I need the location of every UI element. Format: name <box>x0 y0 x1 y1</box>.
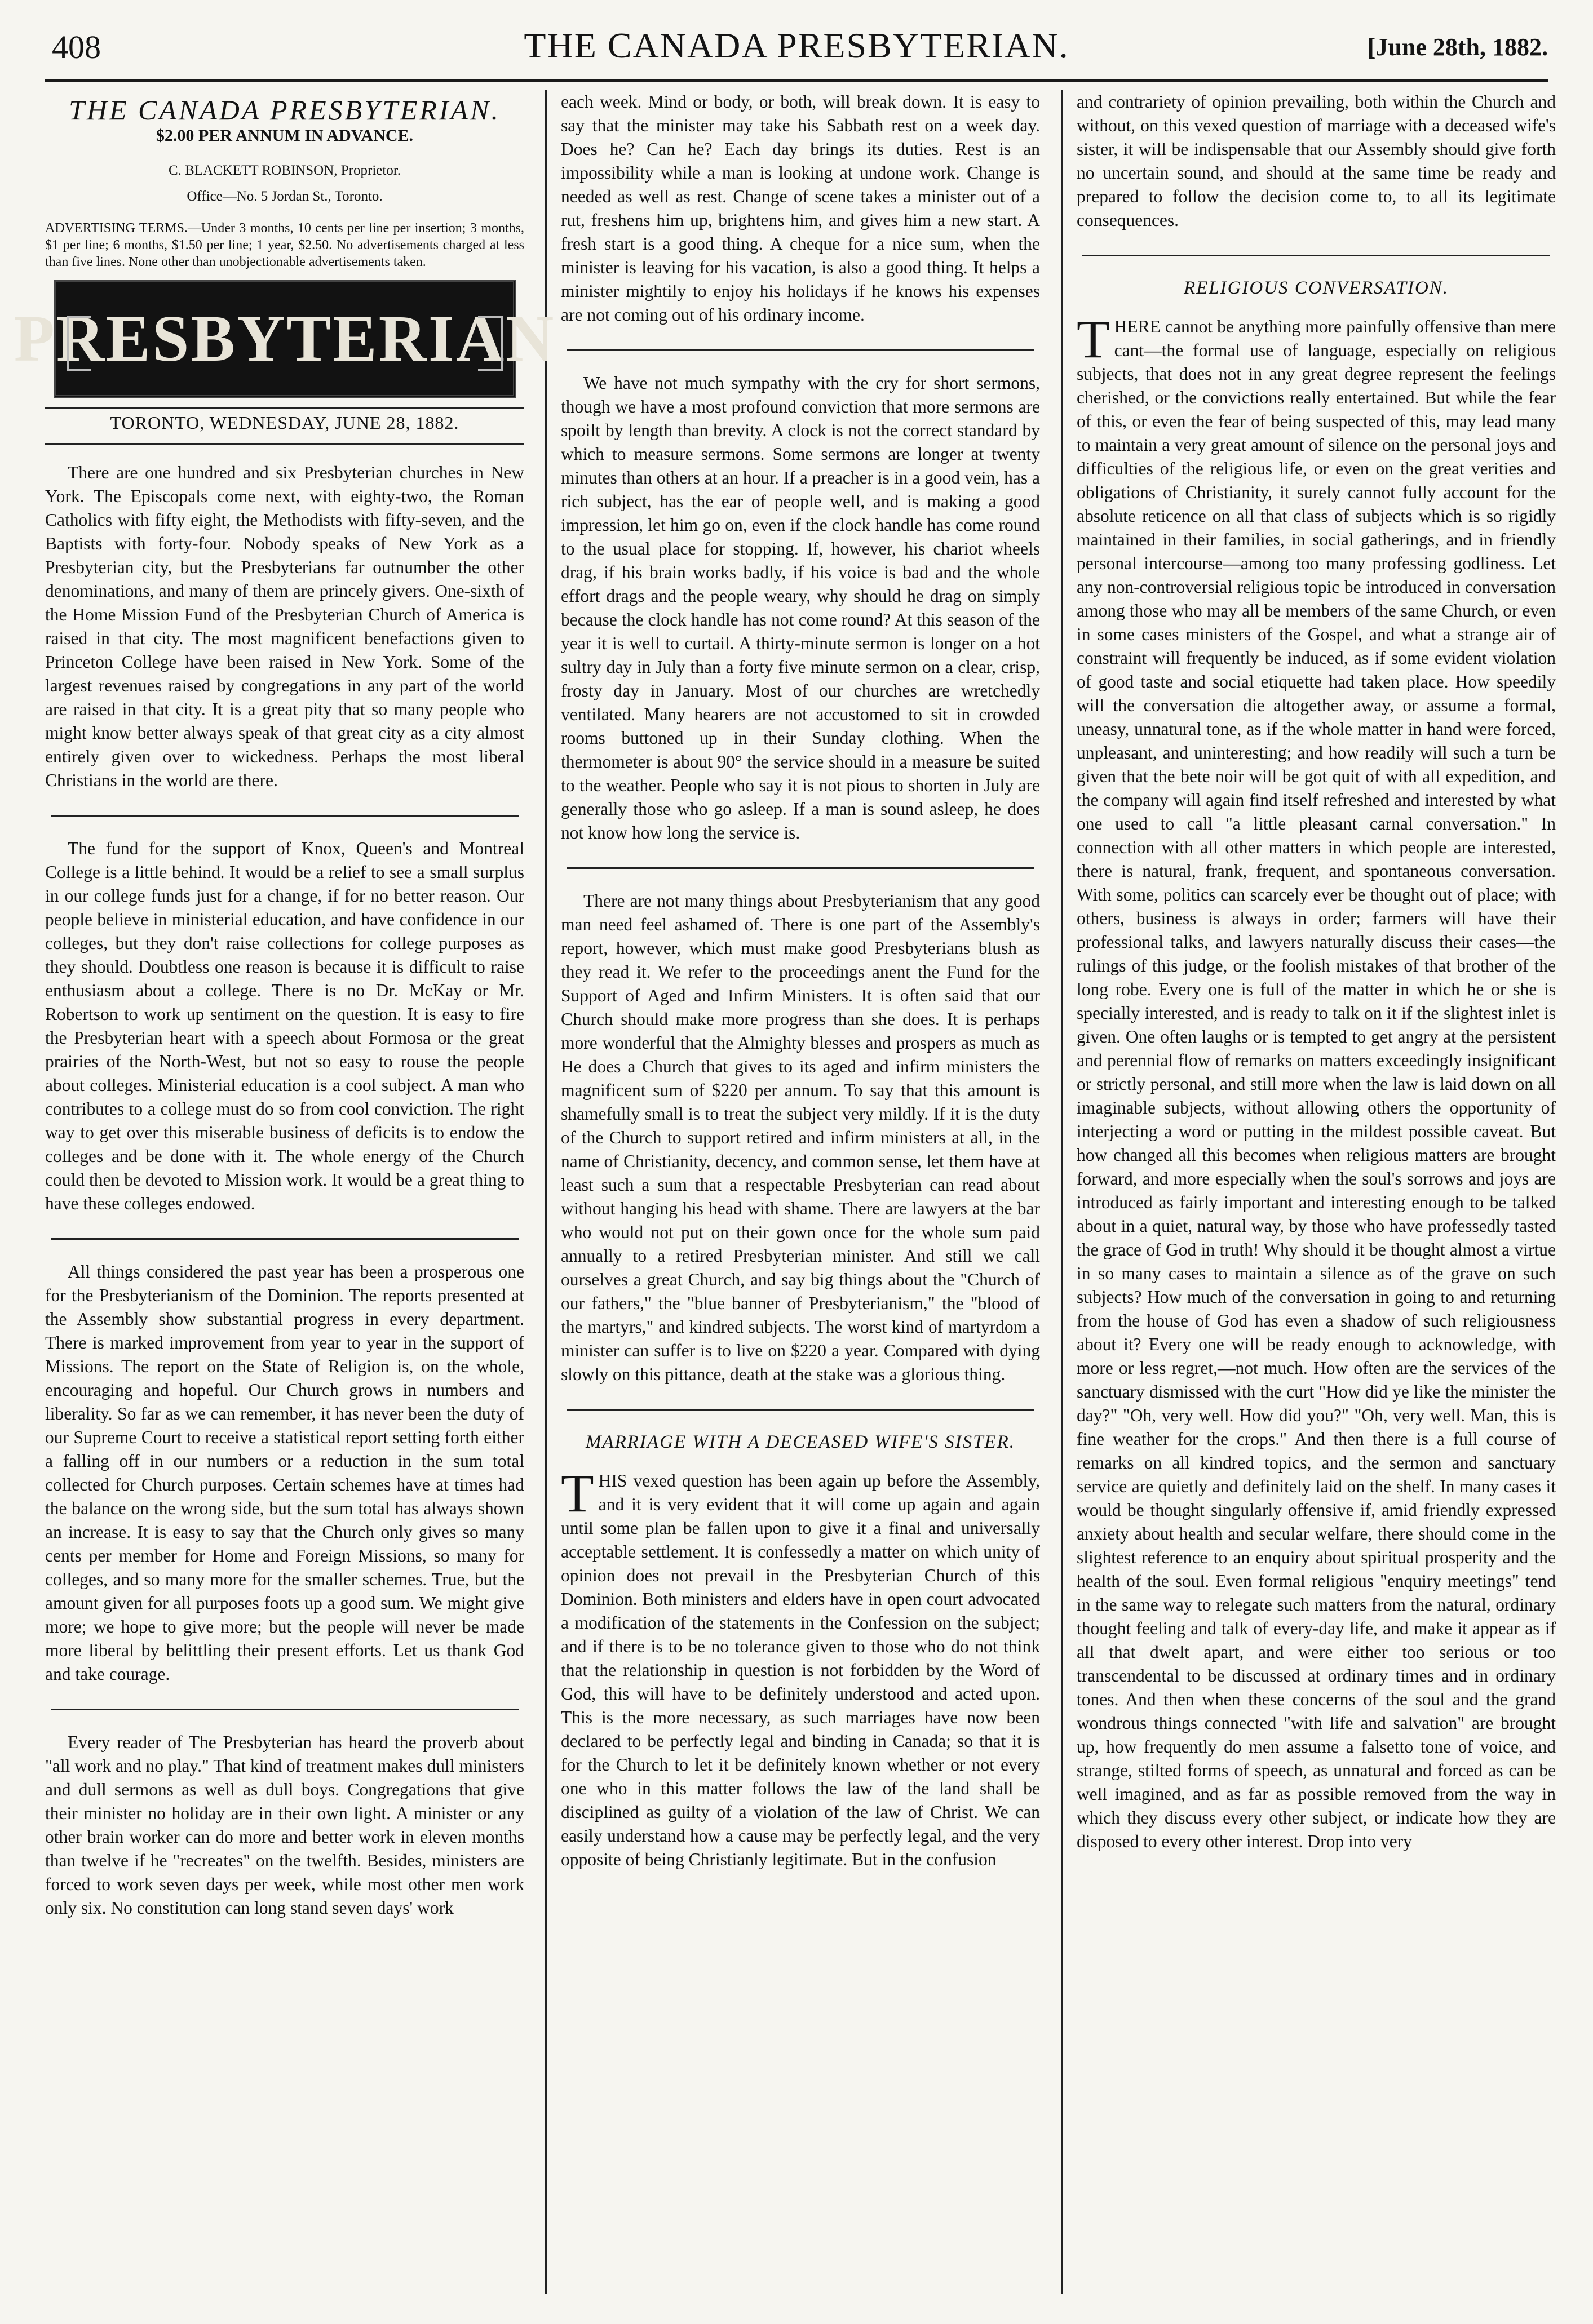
article-paragraph <box>1077 309 1556 1853</box>
dateline-rule <box>45 407 524 409</box>
masthead-proprietor: C. BLACKETT ROBINSON, Proprietor. <box>168 163 401 178</box>
article-paragraph: Every reader of The Presbyterian has heard the proverb about "all work and no play." That kind of treatment makes dull ministers and dull sermons as well as dull boys. Congregations that give their minister no holiday are in their own light. A minister or any other brain worker can do more and better work in eleven months than twelve if he "recreates" on the twelfth. Besides, ministers are forced to work seven days per week, while most other men work only six. No constitution can long stand seven days' work <box>45 1732 524 1918</box>
article-paragraph: There are one hundred and six Presbyterian churches in New York. The Episcopals come next, with eighty-two, the Roman Catholics with fifty eight, the Methodists with fifty-seven, and the Baptists with forty-four. Nobody speaks of New York as a Presbyterian city, but the Presbyterians far outnumber the other denominations, and many of them are princely givers. One-sixth of the Home Mission Fund of the Presbyterian Church of America is raised in that city. The most magnificent benefactions given to Princeton College have been raised in New York. Some of the largest revenues raised by congregations in any part of the world are raised in that city. It is a great pity that so many people who might know better always speak of that great city as a city almost entirely given over to wickedness. Perhaps the most liberal Christians in the world are there. <box>45 463 524 790</box>
header-rule <box>45 79 1548 82</box>
article-paragraph: The fund for the support of Knox, Queen's and Montreal College is a little behind. It would be a relief to see a small surplus in our college funds just for a change, if for no better reason. Our people believe in ministerial education, and have confidence in our colleges, but they don't raise collections for college purposes as they should. Doubtless one reason is because it is difficult to raise enthusiasm about a college. There is no Dr. McKay or Mr. Robertson to work up sentiment on the question. It is easy to fire the Presbyterian heart with a speech about Formosa or the great prairies of the North-West, but not so easy to rouse the people about colleges. Ministerial education is a cool subject. A man who contributes to a college must do so from cool conviction. The right way to get over this miserable business of deficits is to endow the colleges and be done with it. The whole energy of the Church could then be devoted to Mission work. It would be a great thing to have these colleges endowed. <box>45 839 524 1213</box>
article-paragraph: We have not much sympathy with the cry for short sermons, though we have a most profound conviction that more sermons are spoilt by length than brevity. A clock is not the correct standard by which to measure sermons. Some sermons are longer at twenty minutes than others at an hour. If a preacher is in a good vein, has a rich subject, has the ear of people well, and is making a good impression, let him go on, even if the clock handle has come round to the usual place for stopping. If, however, his chariot wheels drag, if his brain works badly, if his voice is bad and the whole effort drags and the people weary, why should he drag on simply because the clock handle has not come round? At this season of the year it is well to curtail. A thirty-minute sermon is longer on a hot sultry day in July than a forty five minute sermon on a clear, crisp, frosty day in January. Most of our churches are wretchedly ventilated. Many hearers are not accustomed to sit in crowded rooms buttoned up in their Sunday clothing. When the thermometer is about 90° the service should in a measure be suited to the weather. People who say it is not pious to shorten in July are generally those who go asleep. If a man is sound asleep, he does not know how long the service is. <box>561 373 1040 842</box>
section-separator <box>51 1238 519 1240</box>
article-paragraph: All things considered the past year has been a prosperous one for the Presbyterianism of the Dominion. The reports presented at the Assembly show substantial progress in every department. There is marked improvement from year to year in the support of Missions. The report on the State of Religion is, on the whole, encouraging and hopeful. Our Church grows in numbers and liberality. So far as we can remember, it has never been the duty of our Supreme Court to receive a statistical report setting forth either a falling off in our numbers or a reduction in the sum total collected for Church purposes. Certain schemes have at times had the balance on the wrong side, but the sum total has always shown an increase. It is easy to say that the Church only gives so many cents per member for Home and Foreign Missions, so many for colleges, and so many more for the smaller schemes. True, but the amount given for all purposes foots up a good sum. We might give more; we hope to give more; but the people will never be made more liberal by belittling their present efforts. Let us thank God and take courage. <box>45 1262 524 1684</box>
article-body: HERE cannot be anything more painfully offensive than mere cant—the formal use of language, especially on religious subjects, that does not in any great degree represent the feelings cherished, or the convictions really entertained. But while the fear of this, or even the fear of being suspected of this, may lead many to maintain a very great amount of silence on the personal joys and difficulties of the religious life, or even on the great verities and obligations of Christianity, it surely cannot fully account for the absolute reticence on all that class of subjects which is so rigidly maintained in their families, in social gatherings, and in friendly personal intercourse—among too many professing godliness. Let any non-controversial religious topic be introduced in conversation among those who may all be members of the same Church, or even in some cases ministers of the Gospel, and what a strange air of constraint will frequently be induced, as if some evident violation of good taste and social etiquette had taken place. How speedily will the conversation die altogether away, or assume a formal, uneasy, unnatural tone, as if the whole matter in hand were forced, unpleasant, and uninteresting; and how readily will such a turn be given that the bete noir will be got quit of with all expedition, and the company will again find itself refreshed and interested by what one used to call "a little pleasant carnal conversation." In connection with all other matters in which people are interested, there is natural, frank, frequent, and spontaneous conversation. With some, politics can scarcely ever be thought out of place; with others, business is always in order; farmers will have their professional talks, and lawyers naturally discuss their cases—the rulings of this judge, or the foolish mistakes of that brother of the long robe. Every one is full of the matter in which he or she is specially interested, and is ready to talk on it if the slightest inlet is given. One often laughs or is tempted to get angry at the persistent and perennial flow of remarks on matters exceedingly insignificant or strictly personal, and still more when the law is laid down on all imaginable subjects, without allowing others the opportunity of interjecting a word or putting in the mildest possible caveat. But how changed all this becomes when religious matters are brought forward, and more especially when the soul's sorrows and joys are introduced as fairly important and interesting enough to be talked about in a quiet, natural way, by those who have professedly tasted the grace of God in truth! Why should it be thought almost a virtue in so many cases to maintain a silence as of the grave on such subjects? How much of the conversation in going to and returning from the house of God has even a shadow of such religiousness about it? Every one will be ready enough to acknowledge, with more or less regret,—not much. How often are the services of the sanctuary dismissed with the curt "How did ye like the minister the day?" "Oh, very well. How did you?" "Oh, very well. Man, this is fine weather for the crops." And then there is a full course of remarks on all kindred topics, and the sermon and sanctuary service are quietly and definitely laid on the shelf. In many cases it would be thought singularly offensive if, amid friendly expressed anxiety about health and secular welfare, there should come in the slightest reference to an enquiry about spiritual prosperity and the health of the soul. Even formal religious "enquiry meetings" tend in the same way to relegate such matters from the natural, ordinary thought feeling and talk of every-day life, and make it appear as if all that dwelt apart, and were either too serious or too transcendental to be discussed at ordinary times and in ordinary tones. And then when these concerns of the soul and the grand wondrous things connected "with life and salvation" are brought up, how frequently do men assume a falsetto tone of voice, and strange, stilted forms of speech, as unnatural and forced as can be well imagined, and as far as possible removed from the way in which they discuss every other subject, or indicate how they are disposed to every other interest. Drop into very <box>1077 317 1556 1851</box>
section-heading: MARRIAGE WITH A DECEASED WIFE'S SISTER. <box>585 1432 1016 1452</box>
article-paragraph: and contrariety of opinion prevailing, both within the Church and without, on this vexed question of marriage with a deceased wife's sister, it will be indispensable that our Assembly should give forth no uncertain sound, and should at the same time be ready and prepared to follow the decision come to, to all its legitimate consequences. <box>1077 92 1556 230</box>
dateline: TORONTO, WEDNESDAY, JUNE 28, 1882. <box>110 413 459 433</box>
section-heading: RELIGIOUS CONVERSATION. <box>1183 278 1449 298</box>
masthead-banner <box>14 280 556 398</box>
masthead-price: $2.00 PER ANNUM IN ADVANCE. <box>156 126 414 145</box>
column-1 <box>14 90 556 2294</box>
section-separator <box>567 1409 1034 1411</box>
masthead-title: THE CANADA PRESBYTERIAN. <box>69 94 501 126</box>
column-3 <box>1077 90 1556 2294</box>
running-head <box>0 23 1593 73</box>
article-paragraph: each week. Mind or body, or both, will break down. It is easy to say that the minister may take his Sabbath rest on a week day. Does he? Can he? Each day brings its duties. Rest is an impossibility while a man is looking at undone work. Change is needed as well as rest. Change of scene takes a minister out of a rut, freshens him up, brightens him, and gives him a new start. A fresh start is a good thing. A cheque for a nice sum, when the minister is leaving for his vacation, is also a good thing. It helps a minister mightily to enjoy his holidays if he knows his expenses are not coming out of his ordinary income. <box>561 92 1040 325</box>
banner-text: PRESBYTERIAN <box>14 301 556 375</box>
column-2 <box>561 90 1040 2294</box>
issue-date: [June 28th, 1882. <box>1367 33 1548 61</box>
masthead-office: Office—No. 5 Jordan St., Toronto. <box>187 189 383 204</box>
dateline-rule <box>45 443 524 445</box>
section-separator <box>51 815 519 817</box>
page-number: 408 <box>52 29 101 65</box>
paper-title: THE CANADA PRESBYTERIAN. <box>524 25 1069 65</box>
article-paragraph: There are not many things about Presbyterianism that any good man need feel ashamed of. There is one part of the Assembly's report, however, which must make good Presbyterians blush as they read it. We refer to the proceedings anent the Fund for the Support of Aged and Infirm Ministers. It is often said that our Church should make more progress than she does. It is perhaps more wonderful that the Almighty blesses and prospers as much as He does a Church that gives to its aged and infirm ministers the magnificent sum of $220 per annum. To say that this amount is shamefully small is to treat the subject very mildly. If it is the duty of the Church to support retired and infirm ministers at all, in the name of Christianity, decency, and common sense, let them have at least such a sum that a respectable Presbyterian can read about without hanging his head with shame. There are lawyers at the bar who would not put on their gown once for the whole sum paid annually to a retired Presbyterian minister. And still we call ourselves a great Church, and say big things about the "Church of our fathers," the "blue banner of Presbyterianism," the "blood of the martyrs," and kindred subjects. The worst kind of martyrdom a minister can suffer is to live on $220 a year. Compared with dying slowly on this pittance, death at the stake was a glorious thing. <box>561 891 1040 1384</box>
advertising-terms: ADVERTISING TERMS.—Under 3 months, 10 cents per line per insertion; 3 months, $1 per line; 6 months, $1.50 per line; 1 year, $2.50. No advertisements charged at less than five lines. None other than unobjectionable advertisements taken. <box>45 221 524 269</box>
section-separator <box>567 349 1034 351</box>
article-paragraph <box>561 1463 1040 1871</box>
section-separator <box>1082 255 1550 256</box>
drop-cap: T <box>561 1463 594 1523</box>
section-separator <box>567 867 1034 869</box>
article-body: HIS vexed question has been again up before the Assembly, and it is very evident that it will come up again and again until some plan be fallen upon to give it a final and universally acceptable settlement. It is confessedly a matter on which unity of opinion does not prevail in the Presbyterian Church of this Dominion. Both ministers and elders have in open court advocated a modification of the statements in the Confession on the subject; and if there is to be no tolerance given to those who do not think that the relationship in question is not forbidden by the Word of God, this will have to be definitely understood and acted upon. This is the more necessary, as such marriages have now been declared to be perfectly legal and binding in Canada; so that it is for the Church to let it be definitely known whether or not every one who in this matter follows the law of the land shall be disciplined as guilty of a violation of the law of Christ. We can easily understand how a cause may be perfectly legal, and the very opposite of being Christianly legitimate. But in the confusion <box>561 1471 1040 1869</box>
column-divider <box>1061 90 1063 2294</box>
column-divider <box>545 90 547 2294</box>
drop-cap: T <box>1077 309 1110 369</box>
section-separator <box>51 1709 519 1710</box>
